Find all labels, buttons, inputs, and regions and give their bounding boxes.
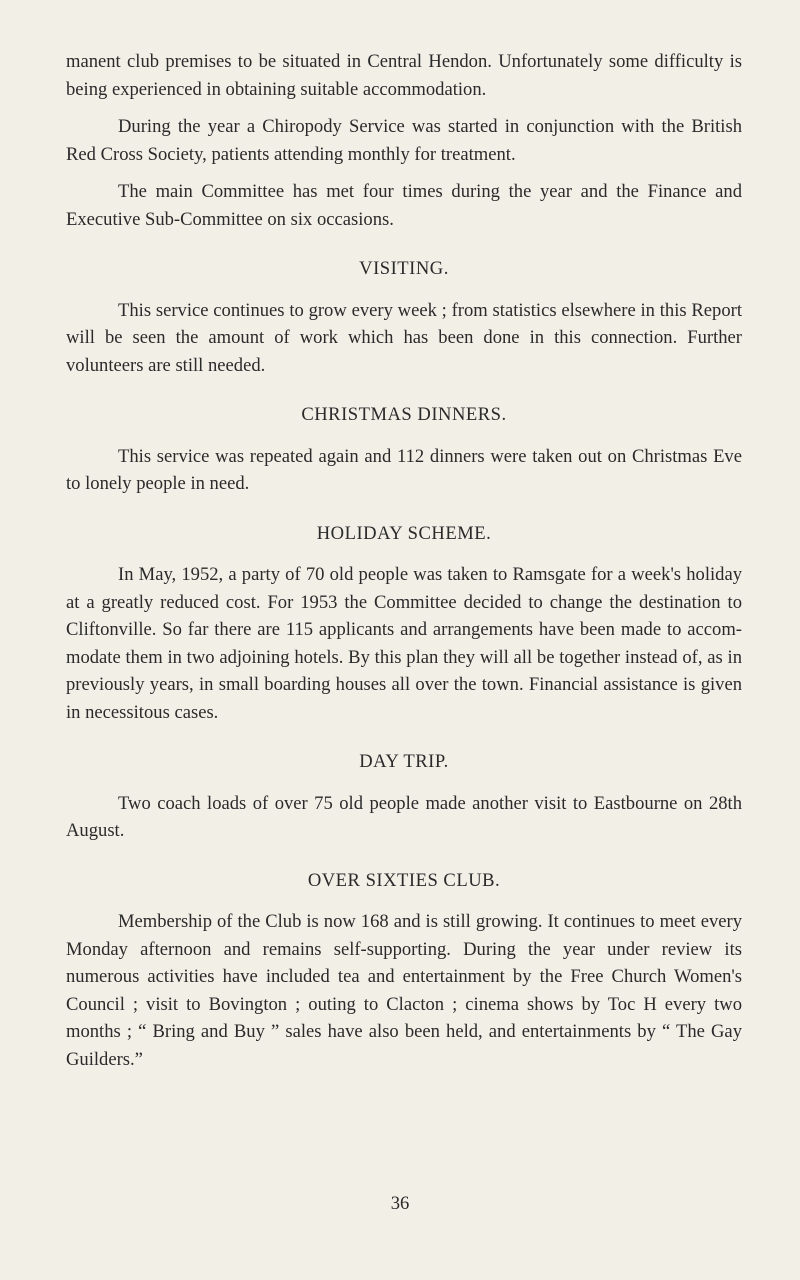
page-number: 36 <box>390 1193 410 1214</box>
document-page <box>66 48 742 1083</box>
paragraph-holiday-scheme: In May, 1952, a party of 70 old people was taken to Ramsgate for a week's holiday at a greatly reduced cost. For 1953 the Committee decided to change the destination to Cliftonville. So far there are 115 applicants and arrangements have been made to accommodate them in two adjoining hotels. By this plan they will all be together instead of, as in previously years, in small boarding houses all over the town. Financial assistance is given in necessitous cases. <box>66 564 742 723</box>
paragraph-christmas-dinners: This service was repeated again and 112 dinners were taken out on Christmas Eve to lonely people in need. <box>66 445 742 494</box>
paragraph-committee-meetings: The main Committee has met four times during the year and the Finance and Executive Sub-Committee on six occasions. <box>66 181 742 230</box>
paragraph-day-trip: Two coach loads of over 75 old people made another visit to Eastbourne on 28th August. <box>66 792 742 841</box>
heading-day-trip: DAY TRIP. <box>359 751 449 772</box>
heading-over-sixties-club: OVER SIXTIES CLUB. <box>307 869 501 891</box>
heading-holiday-scheme: HOLIDAY SCHEME. <box>316 522 492 544</box>
paragraph-club-premises: manent club premises to be situated in Central Hendon. Unfortunately some difficulty is being experienced in obtaining suitable accommodation. <box>66 51 742 100</box>
paragraph-chiropody-service: During the year a Chiropody Service was started in conjunction with the British Red Cross Society, patients attending monthly for treatment. <box>66 116 742 165</box>
paragraph-over-sixties-club: Membership of the Club is now 168 and is still growing. It continues to meet every Monday afternoon and remains self-supporting. During the year under review its numerous activities have included tea and entertainment by the Free Church Women's Council ; visit to Bovington ; outing to Clacton ; cinema shows by Toc H every two months ; “ Bring and Buy ” sales have also been held, and entertainments by “ The Gay Guilders.” <box>66 911 742 1070</box>
heading-christmas-dinners: CHRISTMAS DINNERS. <box>301 404 507 425</box>
paragraph-visiting: This service continues to grow every week ; from statistics elsewhere in this Report will be seen the amount of work which has been done in this connection. Further volunteers are still needed. <box>66 299 742 376</box>
heading-visiting: VISITING. <box>359 258 449 279</box>
